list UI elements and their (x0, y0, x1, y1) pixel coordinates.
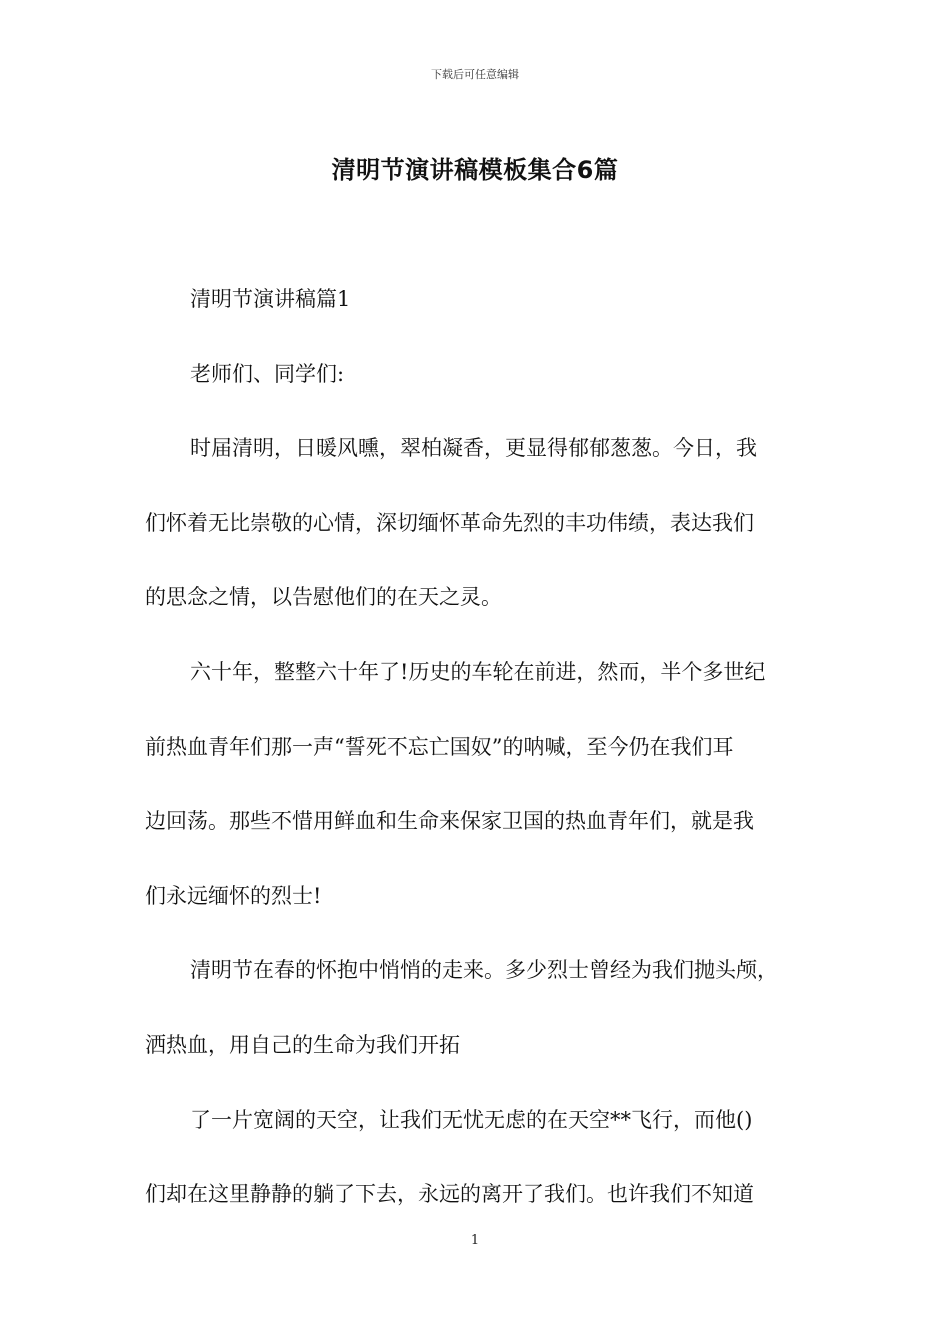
paragraph-line: 们永远缅怀的烈士! (145, 883, 322, 908)
document-title: 清明节演讲稿模板集合6篇 (331, 156, 619, 184)
paragraph-line: 洒热血，用自己的生命为我们开拓 (145, 1032, 460, 1057)
paragraph-line: 了一片宽阔的天空，让我们无忧无虑的在天空**飞行，而他() (190, 1107, 753, 1132)
paragraph-line: 们怀着无比崇敬的心情，深切缅怀革命先烈的丰功伟绩，表达我们 (145, 510, 754, 535)
paragraph-line: 前热血青年们那一声“誓死不忘亡国奴”的呐喊，至今仍在我们耳 (145, 734, 734, 759)
paragraph-line: 的思念之情，以告慰他们的在天之灵。 (145, 585, 502, 610)
page-number: 1 (470, 1233, 480, 1248)
salutation: 老师们、同学们: (190, 361, 345, 386)
document-body (145, 262, 825, 1232)
paragraph-line: 们却在这里静静的躺了下去，永远的离开了我们。也许我们不知道 (145, 1182, 754, 1207)
section-heading: 清明节演讲稿篇1 (190, 287, 351, 311)
paragraph-line: 清明节在春的怀抱中悄悄的走来。多少烈士曾经为我们抛头颅， (190, 958, 778, 983)
paragraph-line: 时届清明，日暖风曛，翠柏凝香，更显得郁郁葱葱。今日，我 (190, 436, 757, 461)
paragraph-line: 边回荡。那些不惜用鲜血和生命来保家卫国的热血青年们，就是我 (145, 809, 754, 834)
header-note: 下载后可任意编辑 (431, 68, 519, 81)
paragraph-line: 六十年，整整六十年了!历史的车轮在前进，然而，半个多世纪 (190, 659, 766, 684)
